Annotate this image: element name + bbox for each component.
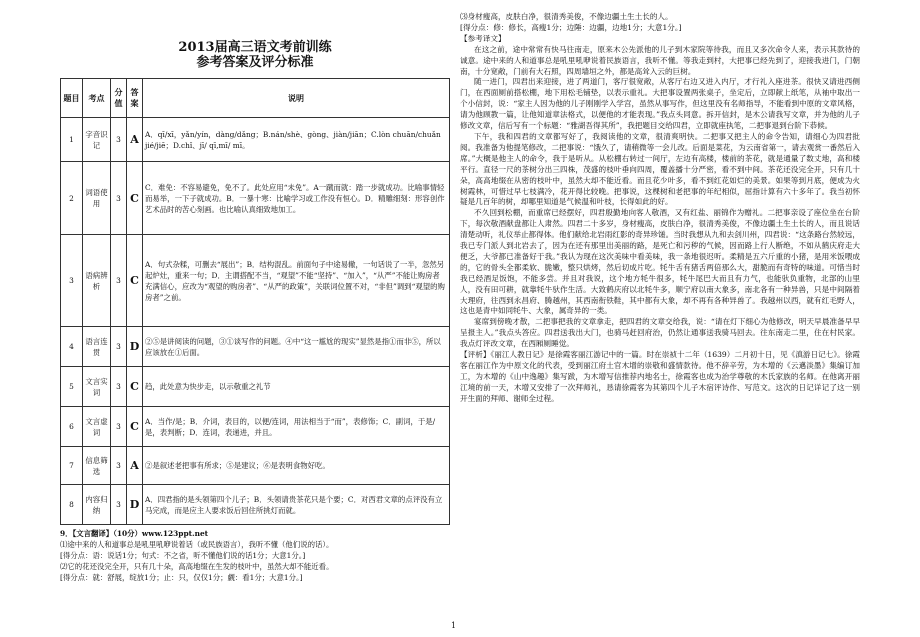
- row-num: 7: [61, 447, 83, 485]
- answer-table: [60, 78, 450, 525]
- translation-paragraph: 在这之前，途中常常有快马往南走，原来木公先派他的儿子到木家院等待我，而且又多次命令人来，表示其款待的诚意。途中来的人和道事总是吼里吼咿说着民族语言，我听不懂。等我走到村，大把事已经先到了，迎接我进门，门朝南，十分宽敞，门前有大石照，四周墙垣之外，都是高耸入云的巨树。: [460, 44, 860, 76]
- row-point: 文言实词: [83, 367, 111, 407]
- header-note: 说明: [143, 79, 450, 118]
- row-num: 2: [61, 162, 83, 235]
- doc-title-line2: 参考答案及评分标准: [196, 55, 314, 70]
- translation-paragraph: 不久回到松棚，而重席已经摆好，四君殷勤地向客人敬酒，又有红盐、丽锦作为赠礼。二把事亲设了座位坐在台阶下，每次敬酒献盘都让人肃然。四君二十多岁，身材瘦高，皮肤白净，很清秀美俊，不像边疆土生土长的人，而且说话清楚动听，礼仪举止都得体。他们献给北岩雨红影的奇异珍馐。当时我想从九和去剑川州，四君说：“这条路台然较远，我已专门派人到北岩去了，因为在还有那里出美丽的路，是死亡和污秽的气候，因而路上行人断绝，不如从鹤庆府走大便乏，大爷都已准备好于我。”我认为现在这次美味中看美味，我一条地很迟听。柔精是五六斤重的小猪，是用米饭喂成的，它的骨头全都柔软、脆嫩，整只烘烤，然后切成片吃。牦牛舌有猪舌两倍那么大，甜脆而有奇特的味道。可惜当时我已经酒足饭饱，不能多尝。并且对我说，这个地方牦牛很多，牦牛尾巴大而且有力气，也能驮负重物，北部的山里人，没有田可耕，就靠牦牛驮作生活。大致鹤庆府以北牦牛多，顺宁府以南大象多，南北各有一种异兽，只是中间隔着大理府，往西到永昌府、腾越州，其西南衔铁鞋，其中都有大象，却不再有各种异兽了。我越州以西，就有红毛野人，这也是青中如同牦牛、大象，属奇异的一类。: [460, 208, 860, 316]
- row-note: ②⑤是讲阅读的问题，③①谈写作的问题。④中“这一尴尬的现实”显然是指①而非⑤，所以应该放在①后面。: [143, 327, 450, 367]
- row-note: A．四君指的是头领第四个儿子；B．头领请贵茶花只是个要；C．对西君文章的点评没有立马完成，而是应主人要求饭后回住所挑灯而就。: [143, 485, 450, 525]
- row-answer: C: [127, 235, 143, 327]
- header-num: 题目: [61, 79, 83, 118]
- translation-paragraph: 随一进门，四君出来迎接，进了两道门，客厅很宽敞，从客厅右边又进入内厅，才行礼入座进茶。很快又请进西侧门，在西面厕前搭松棚，地下用松毛铺垫，以表示重礼。大把事设置两张桌子，坐定后，立即献上纸笔，从袖中取出一个小信封，说：“家主人因为他的儿子刚刚学入学宫，虽然从事写作，但这里没有名师指导，不能看到中原的文章风格，请为他顾教一篇，让他知道章法格式，以便他的才能表现。”我点头同意。拆开信封，是木公请我写文章，并为他的儿子修改文章，信后写有一个标题：“雅湖吾得其所”，我把题目交给四君，立即就座执笔，二把事退到台阶下恭候。: [460, 77, 860, 131]
- right-column: [460, 0, 860, 405]
- row-note: C．难免：不容易避免，免不了。此处应用“未免”。A一蹴而就：踏一步就成功。比喻事情轻而易举，一下子就成功。B．一暴十寒：比喻学习或工作没有恒心。D．精雕细刻：形容创作艺术品时的苦心刻画。也比喻认真细致地加工。: [143, 162, 450, 235]
- table-row: [61, 118, 450, 162]
- q9-answer-2: ⑵它的花还没完全开，只有几十朵，高高地缀在生发的枝叶中，虽然大却不能近看。: [60, 562, 334, 571]
- row-score: 3: [111, 327, 127, 367]
- table-row: [61, 407, 450, 447]
- row-point: 语病辨析: [83, 235, 111, 327]
- row-score: 3: [111, 447, 127, 485]
- doc-title-line1: 2013届高三语文考前训练: [178, 40, 332, 55]
- row-num: 6: [61, 407, 83, 447]
- header-point: 考点: [83, 79, 111, 118]
- q9-answer-1: ⑴途中来的人和道事总是吼里吼咿说着话（或民族语言），我听不懂（他们说的话）。: [60, 540, 334, 549]
- row-answer: C: [127, 407, 143, 447]
- q9-score-3: [得分点：修：修长，高瘦1分；边陲：边疆，边地1分；大意1分。]: [460, 22, 682, 32]
- row-point: 文言虚词: [83, 407, 111, 447]
- row-point: 词语使用: [83, 162, 111, 235]
- translation-paragraph: 下午，我和四君的文章都写好了，我阅读他的文章，很清爽明快。二把事又把主人的命令告知，请细心为四君批阅。我准备为他提笔修改，二把事说：“饿久了，请稍微等一会儿改。后面是菜花，为云南省第一，请去观赏一番然后入席。”大概是他主人的命令，我于是听从。从松棚右转过一间厅，左边有高楼，楼前的茶花，就是通量了数丈地，高和楼平行。直径一尺的茶树分出三四株，茂盛的枝叶垂向四周，覆盖播十分严密，看不到中间。茶花还没完全开，只有几十朵，高高地缀在从密的枝叶中，虽然大却不能近看。而且花少叶多，看不到红花如烂的美景。如果等到月底，便成为火树霞林，可惜过早七枝满冷，花开得比较晚。把事说，这棵树和老把事的年纪相似，屈指计算有六十多年了。我当初怀疑是几百年的树，却哪里知道是气候温和叶枝，长得如此的好。: [460, 131, 860, 207]
- table-row: [61, 367, 450, 407]
- row-answer: D: [127, 327, 143, 367]
- table-header-row: [61, 79, 450, 118]
- table-row: [61, 162, 450, 235]
- row-point: 语言连贯: [83, 327, 111, 367]
- row-num: 4: [61, 327, 83, 367]
- row-num: 8: [61, 485, 83, 525]
- table-row: [61, 235, 450, 327]
- translation-paragraph: 宴席到傍晚才散，二把事把我的文章拿走，把四君的文章交给我，说：“请在灯下细心为他修改，明天早晨准备早早呈报主人。”我点头答应。四君送我出大门，也骑马赶回府治，仍然让通事送我骑马回去。往东南走二里，住在村民家。我点灯评改文章，在西厢厕睡觉。: [460, 317, 860, 349]
- row-note: ②是叙述老把事有所求；⑤是建议；⑥是表明食物好吃。: [143, 447, 450, 485]
- row-num: 1: [61, 118, 83, 162]
- table-row: [61, 327, 450, 367]
- row-point: 字音识记: [83, 118, 111, 162]
- q9-score-1: [得分点：语：说话1分；句式：不之省，听不懂他们说的话1分；大意1分。]: [60, 551, 306, 560]
- review-paragraph: [460, 350, 860, 405]
- row-num: 5: [61, 367, 83, 407]
- row-answer: C: [127, 367, 143, 407]
- row-answer: A: [127, 447, 143, 485]
- table-row: [61, 485, 450, 525]
- row-score: 3: [111, 118, 127, 162]
- row-answer: D: [127, 485, 143, 525]
- row-answer: A: [127, 118, 143, 162]
- reference-translation-heading: 【参考译文】: [460, 33, 506, 43]
- row-score: 3: [111, 235, 127, 327]
- review-text: 《丽江人教日记》是徐霞客丽江游记中的一篇。时在崇祯十二年（1639）二月初十日，见《滇游日记七》。徐霞客在丽江作为中原文化的代表，受到丽江府土官木增的崇敬和盛情款待。他不辞辛劳，为木增的《云邁淡墨》集编订加工，为木增的《山中逸趣》集写跋，为木增写信推荐内地名士，徐霞客也成为治学尊敬的木氏家族的名师。在他离开丽江境的前一天，木增又安排了一次拜师礼，恳请徐霞客为其第四个儿子木宿评诗作、写范文。这次的日记详记了这一别开生面的拜师、谢师全过程。: [460, 350, 860, 403]
- row-score: 3: [111, 485, 127, 525]
- header-score: 分值: [111, 79, 127, 118]
- row-score: 3: [111, 162, 127, 235]
- review-label: 【评析】: [460, 350, 491, 360]
- row-num: 3: [61, 235, 83, 327]
- row-point: 内容归纳: [83, 485, 111, 525]
- q9-heading: 9．【文言翻译】（10分）www.123ppt.net: [60, 529, 209, 538]
- left-column: [60, 0, 450, 583]
- row-score: 3: [111, 407, 127, 447]
- row-point: 信息筛选: [83, 447, 111, 485]
- q9-answer-3: ⑶身材瘦高，皮肤白净，很清秀美俊，不像边疆土生土长的人。: [460, 12, 673, 21]
- row-note: A．qī/xī，yǎn/yín，dàng/dǎng；B.nán/shè、gòng、jiàn/jiān；C.lòn chuān/chuǎn jié/jiē；D.chǐ、jī/ qī,mī/ mī。: [143, 118, 450, 162]
- row-answer: C: [127, 162, 143, 235]
- q9-score-2: [得分点：就：舒展，绽放1分；止：只，仅仅1分；觑：看1分；大意1分。]: [60, 573, 303, 582]
- row-note: 趋，此处意为快步走，以示敬重之礼节: [143, 367, 450, 407]
- row-note: A．句式杂糅，可删去“展出”；B．结构混乱。前面句子中途易辙，一句话说了一半，忽然另起炉灶，重来一句；D．主谓搭配不当，“观望”不能“坚持”、“加入”，“从严”不能让购房者充满信心，应改为“观望的购房者”、“从严的政策”，关联词位置不对，“非但”调到“观望的购房者”之前。: [143, 235, 450, 327]
- row-score: 3: [111, 367, 127, 407]
- table-row: [61, 447, 450, 485]
- row-note: A．当作/是；B．介词，表目的，以便/连词，用法相当于“而”，表修饰；C．副词，于是/是，表判断；D．连词，表递进，并且。: [143, 407, 450, 447]
- header-answer: 答案: [127, 79, 143, 118]
- page-number: 1: [451, 621, 457, 630]
